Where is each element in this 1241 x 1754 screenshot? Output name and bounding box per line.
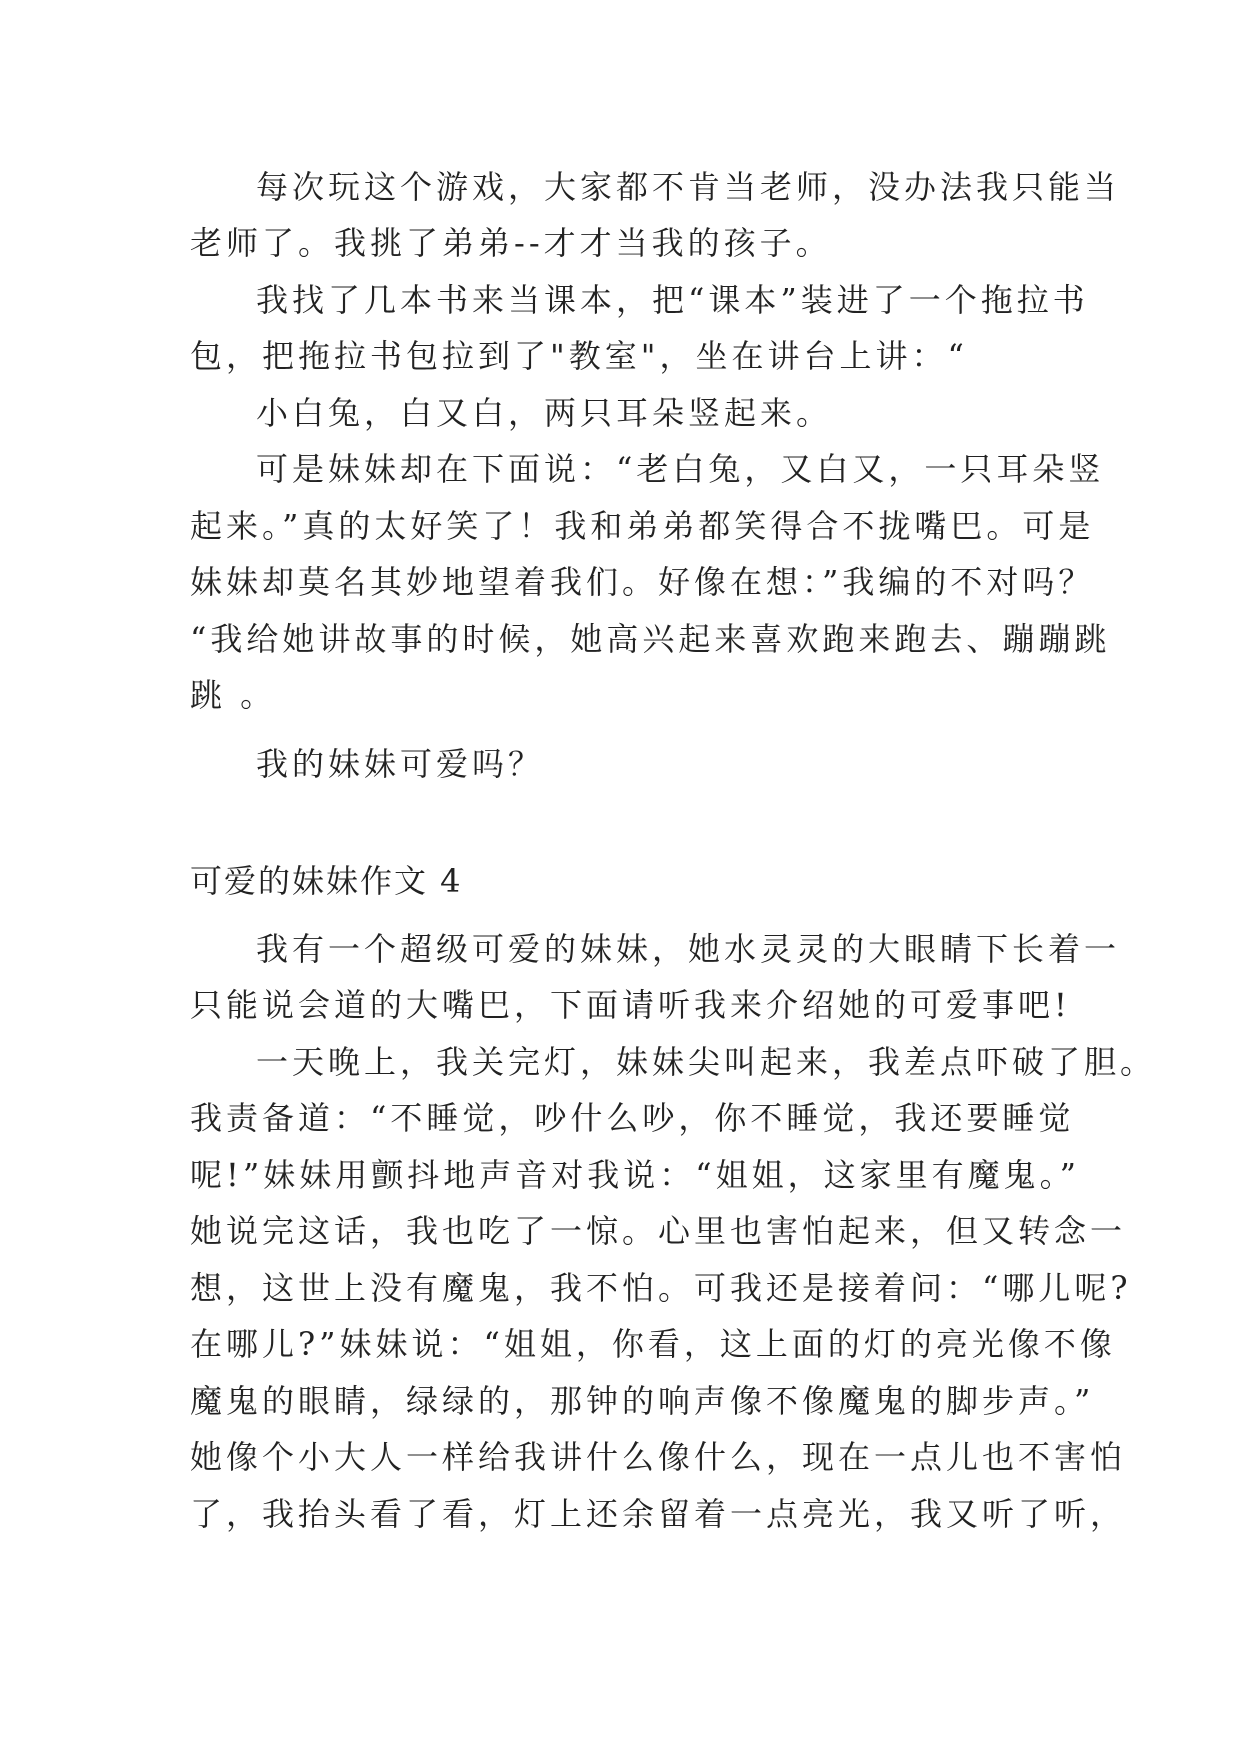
paragraph-line: 我责备道：“不睡觉，吵什么吵，你不睡觉，我还要睡觉: [190, 1099, 1075, 1137]
paragraph-line: 包，把拖拉书包拉到了"教室"，坐在讲台上讲：“: [190, 337, 968, 375]
paragraph-line: 小白兔，白又白，两只耳朵竖起来。: [256, 394, 833, 432]
paragraph-line: 呢!”妹妹用颤抖地声音对我说：“姐姐，这家里有魔鬼。”: [190, 1156, 1080, 1194]
section-title: 可爱的妹妹作文 4: [190, 862, 463, 900]
paragraph-line: 妹妹却莫名其妙地望着我们。好像在想：”我编的不对吗？: [190, 563, 1095, 601]
paragraph-line: 她说完这话，我也吃了一惊。心里也害怕起来，但又转念一: [190, 1212, 1127, 1250]
paragraph-line: 我有一个超级可爱的妹妹，她水灵灵的大眼睛下长着一: [256, 930, 1121, 968]
paragraph-line: 在哪儿?”妹妹说：“姐姐，你看，这上面的灯的亮光像不像: [190, 1325, 1116, 1363]
paragraph-line: 魔鬼的眼睛，绿绿的，那钟的响声像不像魔鬼的脚步声。”: [190, 1382, 1095, 1420]
paragraph-line: 我找了几本书来当课本，把“课本”装进了一个拖拉书: [256, 281, 1089, 319]
paragraph-line: 了，我抬头看了看，灯上还余留着一点亮光，我又听了听，: [190, 1495, 1127, 1533]
paragraph-line: 起来。”真的太好笑了！我和弟弟都笑得合不拢嘴巴。可是: [190, 507, 1095, 545]
paragraph-line: 只能说会道的大嘴巴，下面请听我来介绍她的可爱事吧!: [190, 986, 1071, 1024]
paragraph-line: 可是妹妹却在下面说：“老白兔，又白又，一只耳朵竖: [256, 450, 1105, 488]
paragraph-line: 跳 。: [190, 676, 277, 714]
paragraph-line: 我的妹妹可爱吗？: [256, 745, 545, 783]
paragraph-line: “我给她讲故事的时候，她高兴起来喜欢跑来跑去、蹦蹦跳: [190, 620, 1111, 658]
paragraph-line: 老师了。我挑了弟弟--才才当我的孩子。: [190, 224, 832, 262]
paragraph-line: 她像个小大人一样给我讲什么像什么，现在一点儿也不害怕: [190, 1438, 1127, 1476]
paragraph-line: 想，这世上没有魔鬼，我不怕。可我还是接着问：“哪儿呢?: [190, 1269, 1132, 1307]
paragraph-line: 一天晚上，我关完灯，妹妹尖叫起来，我差点吓破了胆。: [256, 1043, 1157, 1081]
paragraph-line: 每次玩这个游戏，大家都不肯当老师，没办法我只能当: [256, 168, 1121, 206]
